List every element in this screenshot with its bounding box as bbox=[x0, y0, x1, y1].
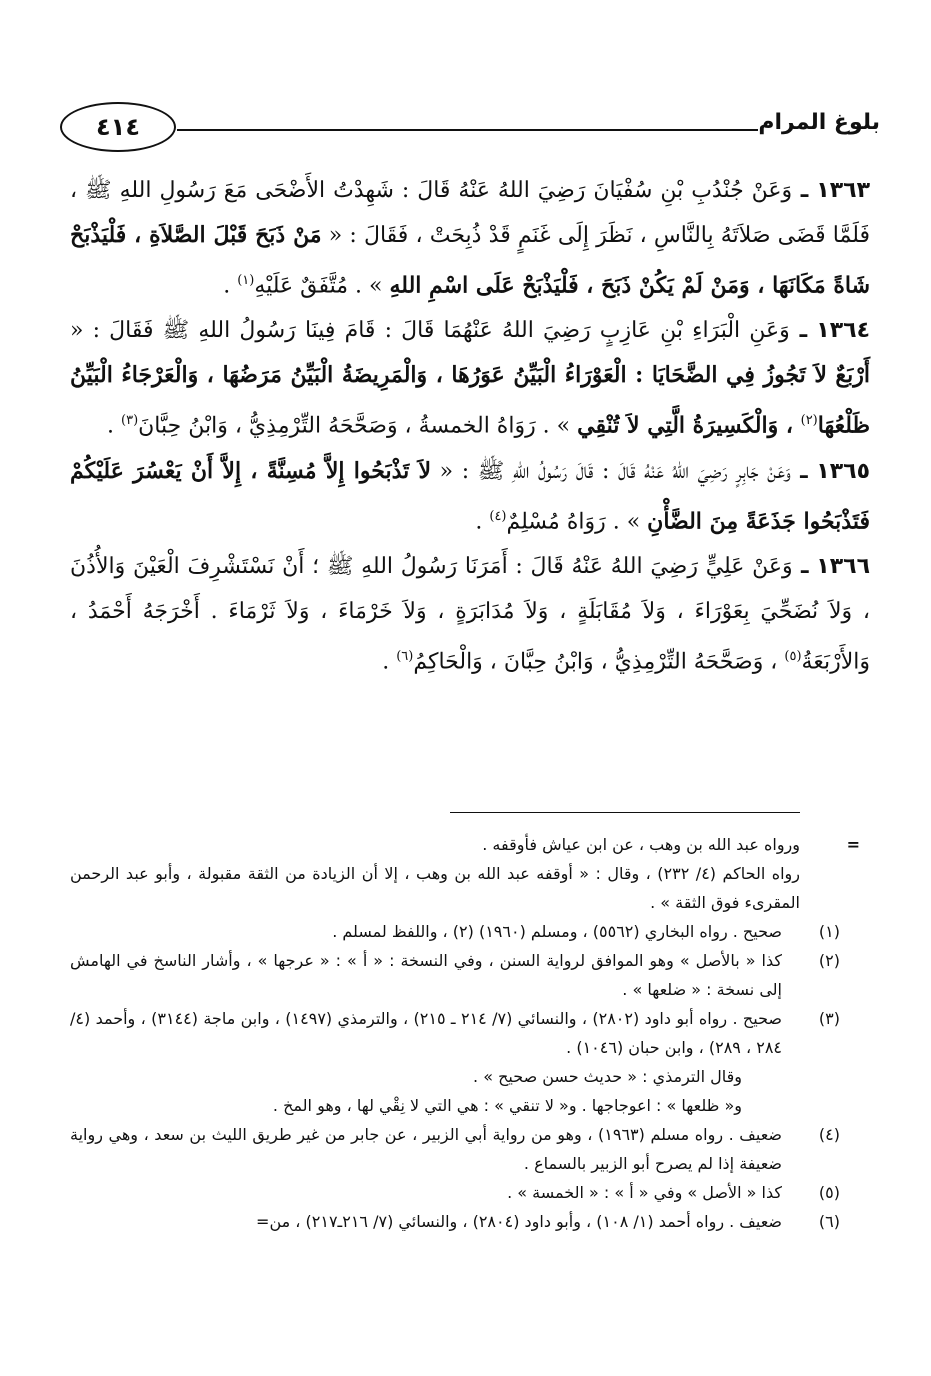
footnote-number: (١) bbox=[818, 922, 840, 941]
footnote-line: كذا « بالأصل » وهو الموافق لرواية السنن ، وفي النسخة : « أ » : « عرجها » ، وأشار الناسخ في الهامش إلى نسخة : « ضلعها » . bbox=[70, 951, 782, 999]
footnote-line: كذا « الأصل » وفي « أ » : « الخمسة » . bbox=[507, 1183, 782, 1202]
prophetic-quote: مَنْ ذَبَحَ قَبْلَ الصَّلاَةِ ، فَلْيَذْبَحْ شَاةً مَكَانَهَا ، وَمَنْ لَمْ يَكُنْ ذَبَحَ ، فَلْيَذْبَحْ عَلَى اسْمِ اللهِ bbox=[70, 222, 870, 299]
hadith-source: » . رَوَاهُ الخمسةُ ، وَصَحَّحَهُ التِّرْمِذِيُّ ، وَابْنُ حِبَّانَ bbox=[138, 413, 578, 439]
footnote-3 bbox=[70, 1004, 840, 1120]
hadith-end: . bbox=[107, 413, 121, 439]
hadith-source: ، وَصَحَّحَهُ التِّرْمِذِيُّ ، وَابْنُ حِبَّانَ ، وَالْحَاكِمُ bbox=[413, 649, 785, 675]
footnote-line: رواه الحاكم (٤/ ٢٣٢) ، وقال : « أوقفه عبد الله بن وهب ، إلا أن الزيادة من الثقة مقبولة ، وأبو عبد الرحمن المقرىء فوق الثقة » . bbox=[70, 864, 801, 912]
footnote-line: ضعيف . رواه مسلم (١٩٦٣) ، وهو من رواية أبي الزبير ، عن جابر من غير طريق الليث بن سعد ، وهي رواية ضعيفة إذا لم يصرح أبو الزبير بالسماع . bbox=[70, 1125, 782, 1173]
dash: ـ bbox=[792, 178, 809, 203]
footnote-line: ورواه عبد الله بن وهب ، عن ابن عياش فأوقفه . bbox=[482, 835, 800, 854]
page-header bbox=[60, 100, 880, 160]
hadith-number: ١٣٦٦ bbox=[816, 553, 870, 579]
footnote-line: و« ظلعها » : اعوجاجها . و« لا تنقي » : هي التي لا نِقْي لها ، وهو المخ . bbox=[272, 1096, 742, 1115]
footnote-line: صحيح . رواه أبو داود (٢٨٠٢) ، والنسائي (٧/ ٢١٤ ـ ٢١٥) ، والترمذي (١٤٩٧) ، وابن ماجة (٣١٤٤) ، وأحمد (٤/ ٢٨٤ ، ٢٨٩) ، وابن حبان (١٠٤٦) . bbox=[70, 1009, 782, 1057]
hadith-source: » . مُتَّفَقٌ عَلَيْهِ bbox=[254, 273, 390, 299]
prophetic-quote: أَرْبَعٌ لاَ تَجُوزُ فِي الضَّحَايَا : الْعَوْرَاءُ الْبَيِّنُ عَوَرُهَا ، وَالْمَرِيضَةُ الْبَيِّنُ مَرَضُهَا ، وَالْعَرْجَاءُ الْبَيِّنُ ظَلْعُهَا bbox=[70, 362, 870, 439]
hadith-1366 bbox=[70, 544, 870, 684]
hadith-1365 bbox=[70, 449, 870, 544]
footnote-number: (٤) bbox=[818, 1125, 840, 1144]
page-number: ٤١٤ bbox=[60, 102, 176, 152]
hadith-end: . bbox=[475, 508, 490, 534]
footnote-2 bbox=[70, 946, 840, 1004]
hadith-text: وَعَنِ الْبَرَاءِ بْنِ عَازِبٍ رَضِيَ اللهُ عَنْهُمَا قَالَ : قَامَ فِينَا رَسُولُ اللهِ ﷺ فَقَالَ : « bbox=[70, 318, 790, 344]
footnote-line: ضعيف . رواه أحمد (١/ ١٠٨) ، وأبو داود (٢٨٠٤) ، والنسائي (٧/ ٢١٦ـ٢١٧) ، من= bbox=[256, 1212, 782, 1231]
footnote-ref[interactable]: (٤) bbox=[489, 508, 507, 524]
hadith-end: . bbox=[223, 273, 238, 299]
footnote-6 bbox=[70, 1207, 840, 1236]
hadith-source: » . رَوَاهُ مُسْلِمٌ bbox=[506, 508, 648, 534]
hadith-text: وَعَنْ جَابِرٍ رَضِيَ اللهُ عَنْهُ قَالَ : قَالَ رَسُولُ اللهِ ﷺ : « bbox=[431, 458, 791, 484]
footnote-line: صحيح . رواه البخاري (٥٥٦٢) ، ومسلم (١٩٦٠) (٢) ، واللفظ لمسلم . bbox=[332, 922, 782, 941]
hadith-end: . bbox=[382, 649, 397, 675]
footnote-ref[interactable]: (٢) bbox=[800, 413, 818, 429]
dash: ـ bbox=[789, 318, 808, 344]
dash: ـ bbox=[790, 458, 808, 484]
footnote-line: وقال الترمذي : « حديث حسن صحيح » . bbox=[473, 1067, 742, 1086]
footnote-number: (٢) bbox=[818, 951, 840, 970]
footnote-ref[interactable]: (٥) bbox=[784, 648, 802, 664]
footnote-number: (٦) bbox=[818, 1212, 840, 1231]
footnote-ref[interactable]: (١) bbox=[237, 273, 255, 288]
header-rule bbox=[177, 129, 758, 131]
book-title: بلوغ المرام bbox=[758, 110, 880, 135]
footnote-ref[interactable]: (٣) bbox=[121, 413, 139, 429]
footnote-ref[interactable]: (٦) bbox=[396, 648, 414, 664]
footnote-4 bbox=[70, 1120, 840, 1178]
hadith-1363 bbox=[70, 168, 870, 308]
footnotes bbox=[70, 830, 860, 1236]
footnote-number: (٣) bbox=[818, 1009, 840, 1028]
hadith-section bbox=[70, 168, 870, 684]
hadith-number: ١٣٦٥ bbox=[816, 458, 870, 484]
footnote-number: (٥) bbox=[818, 1183, 840, 1202]
footnote-5 bbox=[70, 1178, 840, 1207]
continuation-mark: = bbox=[846, 835, 860, 854]
hadith-number: ١٣٦٤ bbox=[816, 318, 871, 344]
dash: ـ bbox=[792, 553, 809, 579]
prophetic-quote: لاَ تَذْبَحُوا إِلاَّ مُسِنَّةً ، إِلاَّ أَنْ يَعْسُرَ عَلَيْكُمْ فَتَذْبَحُوا جَذَعَةً مِنَ الضَّأْنِ bbox=[70, 457, 870, 534]
footnote-1 bbox=[70, 917, 840, 946]
footnote-separator bbox=[450, 812, 800, 813]
hadith-text: وَعَنْ عَلِيٍّ رَضِيَ اللهُ عَنْهُ قَالَ : أَمَرَنَا رَسُولُ اللهِ ﷺ ؛ أَنْ نَسْتَشْرِفَ الْعَيْنَ وَالأُذُنَ ، وَلاَ نُضَحِّيَ بِعَوْرَاءَ ، وَلاَ مُقَابَلَةٍ ، وَلاَ مُدَابَرَةٍ ، وَلاَ خَرْمَاءَ ، وَلاَ ثَرْمَاءَ . أَخْرَجَهُ أَحْمَدُ ، وَالأَرْبَعَةُ bbox=[70, 553, 870, 675]
hadith-text: وَعَنْ جُنْدُبِ بْنِ سُفْيَانَ رَضِيَ اللهُ عَنْهُ قَالَ : شَهِدْتُ الأَضْحَى مَعَ رَسُولِ اللهِ ﷺ ، فَلَمَّا قَضَى صَلاَتَهُ بِالنَّاسِ ، نَظَرَ إِلَى غَنَمٍ قَدْ ذُبِحَتْ ، فَقَالَ : « bbox=[70, 178, 871, 248]
prophetic-quote-end: ، وَالْكَسِيرَةُ الَّتِي لاَ تُنْقِي bbox=[577, 412, 801, 439]
hadith-1364 bbox=[70, 308, 870, 448]
footnote-continuation bbox=[70, 830, 860, 917]
hadith-number: ١٣٦٣ bbox=[816, 178, 871, 203]
